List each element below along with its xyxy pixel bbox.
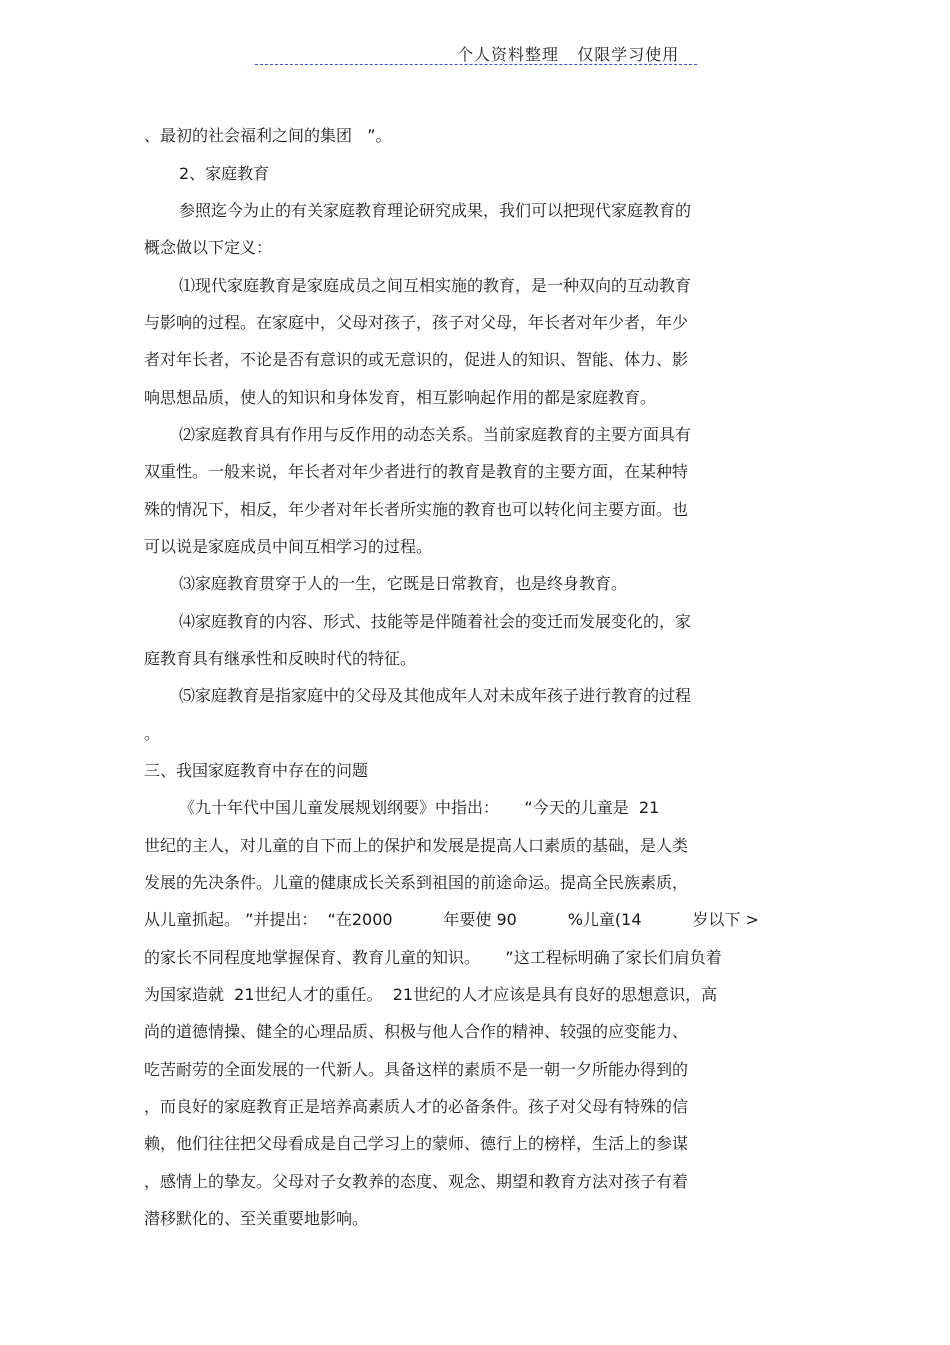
section-heading: 三、我国家庭教育中存在的问题	[144, 761, 369, 780]
text-line: 者对年长者，不论是否有意识的或无意识的，促进人的知识、智能、体力、影	[144, 350, 689, 369]
section-heading: 2、家庭教育	[179, 164, 270, 183]
text-line: 双重性。一般来说，年长者对年少者进行的教育是教育的主要方面，在某种特	[144, 462, 689, 481]
text-line: 潜移默化的、至关重要地影响。	[144, 1209, 369, 1228]
text-line: 尚的道德情操、健全的心理品质、积极与他人合作的精神、较强的应变能力、	[144, 1022, 689, 1041]
text-line: ，而良好的家庭教育正是培养高素质人才的必备条件。孩子对父母有特殊的信	[144, 1097, 689, 1116]
text-line: 与影响的过程。在家庭中，父母对孩子，孩子对父母，年长者对年少者，年少	[144, 313, 689, 332]
text-line: ⑷家庭教育的内容、形式、技能等是伴随着社会的变迁而发展变化的，家	[179, 612, 692, 631]
text-line: 为国家造就 21世纪人才的重任。 21世纪的人才应该是具有良好的思想意识，高	[144, 985, 718, 1004]
text-line: 吃苦耐劳的全面发展的一代新人。具备这样的素质不是一朝一夕所能办得到的	[144, 1060, 689, 1079]
text-line: ，感情上的挚友。父母对子女教养的态度、观念、期望和教育方法对孩子有着	[144, 1172, 689, 1191]
text-line: 响思想品质，使人的知识和身体发育，相互影响起作用的都是家庭教育。	[144, 388, 657, 407]
text-line: 赖，他们往往把父母看成是自己学习上的蒙师、德行上的榜样，生活上的参谋	[144, 1134, 689, 1153]
text-line: 发展的先决条件。儿童的健康成长关系到祖国的前途命运。提高全民族素质，	[144, 873, 689, 892]
text-line: 殊的情况下，相反，年少者对年长者所实施的教育也可以转化问主要方面。也	[144, 500, 689, 519]
page-header: 个人资料整理 仅限学习使用	[457, 45, 680, 64]
text-line: 参照迄今为止的有关家庭教育理论研究成果，我们可以把现代家庭教育的	[179, 201, 692, 220]
header-rule	[255, 64, 697, 65]
text-line: 概念做以下定义：	[144, 238, 273, 257]
text-line: ⑵家庭教育具有作用与反作用的动态关系。当前家庭教育的主要方面具有	[179, 425, 692, 444]
text-line: 、最初的社会福利之间的集团 ”。	[144, 126, 392, 145]
text-line: 世纪的主人，对儿童的自下而上的保护和发展是提高人口素质的基础，是人类	[144, 836, 689, 855]
text-line: 的家长不同程度地掌握保育、教育儿童的知识。 ”这工程标明确了家长们肩负着	[144, 948, 722, 967]
text-line: ⑴现代家庭教育是家庭成员之间互相实施的教育，是一种双向的互动教育	[179, 276, 692, 295]
text-line: ⑸家庭教育是指家庭中的父母及其他成年人对未成年孩子进行教育的过程	[179, 686, 692, 705]
text-line: 可以说是家庭成员中间互相学习的过程。	[144, 537, 433, 556]
text-line: ⑶家庭教育贯穿于人的一生，它既是日常教育，也是终身教育。	[179, 574, 628, 593]
text-line: 庭教育具有继承性和反映时代的特征。	[144, 649, 417, 668]
text-line: 从儿童抓起。 ”并提出： “在2000 年要使 90 %儿童(14 岁以下 >	[144, 910, 759, 929]
text-line: 《九十年代中国儿童发展规划纲要》中指出： “今天的儿童是 21	[179, 798, 660, 817]
text-line: 。	[144, 724, 161, 743]
